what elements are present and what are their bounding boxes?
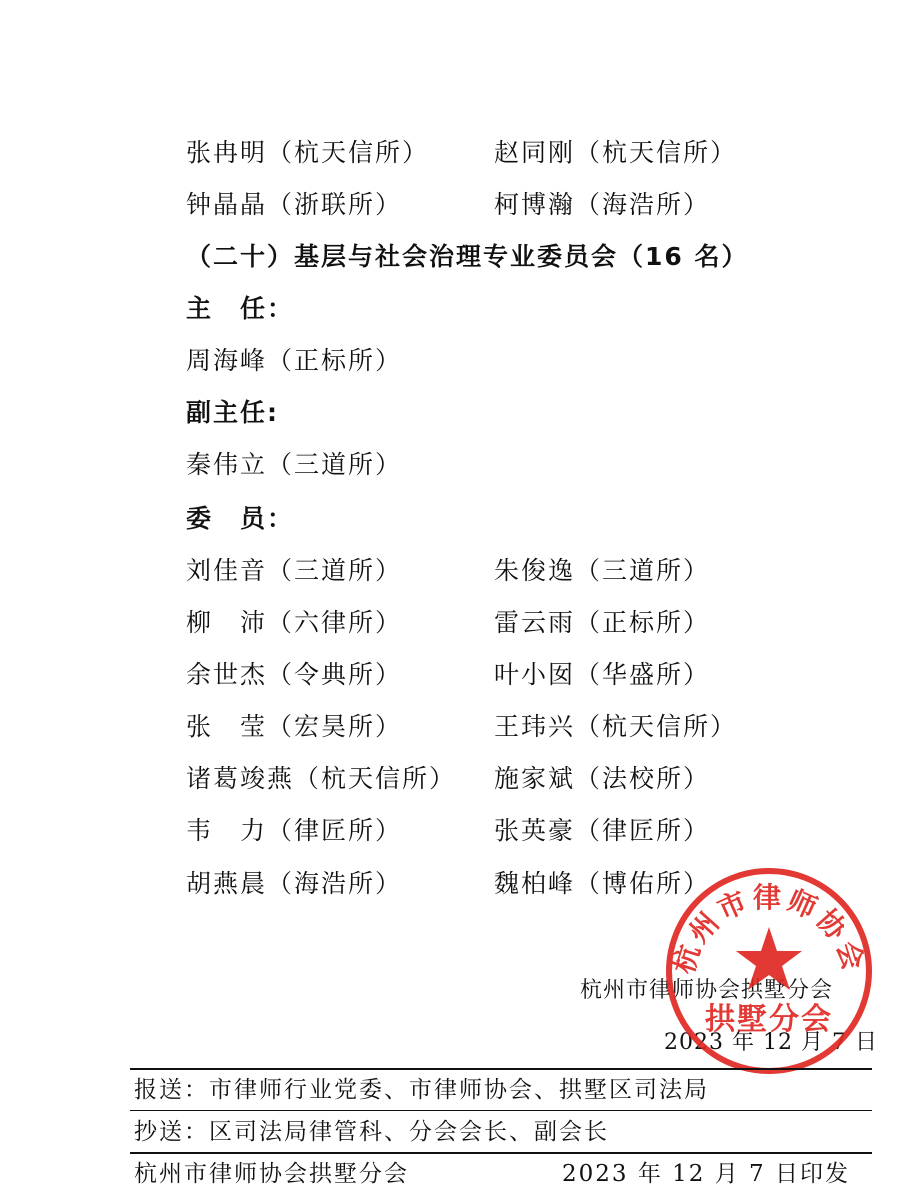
footer-top-rule <box>130 1068 872 1070</box>
report-to-line: 报送：市律师行业党委、市律师协会、拱墅区司法局 <box>134 1077 709 1103</box>
seal-top-text: 杭州市律师协会 <box>666 880 872 978</box>
member-name-left: 张冉明（杭天信所） <box>186 138 430 167</box>
member-name-right: 朱俊逸（三道所） <box>494 556 711 585</box>
director-label: 主 任： <box>186 294 295 323</box>
seal-star-icon <box>736 927 802 990</box>
footer-issue-rule <box>130 1152 872 1154</box>
deputy-name: 秦伟立（三道所） <box>186 450 403 479</box>
signature-org: 杭州市律师协会拱墅分会 <box>580 978 834 1003</box>
seal-bottom-text: 拱墅分会 <box>705 1002 833 1037</box>
member-name-left: 钟晶晶（浙联所） <box>186 190 403 219</box>
footer-mid-rule <box>130 1110 872 1111</box>
member-name-left: 余世杰（令典所） <box>186 660 403 689</box>
issuer-name: 杭州市律师协会拱墅分会 <box>134 1161 409 1187</box>
member-name-right: 王玮兴（杭天信所） <box>494 712 738 741</box>
director-name: 周海峰（正标所） <box>186 346 403 375</box>
member-name-right: 柯博瀚（海浩所） <box>494 190 711 219</box>
member-name-left: 柳 沛（六律所） <box>186 608 403 637</box>
member-name-right: 雷云雨（正标所） <box>494 608 711 637</box>
member-name-left: 诸葛竣燕（杭天信所） <box>186 764 457 793</box>
member-name-left: 张 莹（宏昊所） <box>186 712 403 741</box>
member-name-left: 韦 力（律匠所） <box>186 816 403 845</box>
official-seal <box>663 865 875 1077</box>
signature-date: 2023 年 12 月 7 日 <box>664 1030 878 1055</box>
member-name-right: 赵同刚（杭天信所） <box>494 138 738 167</box>
deputy-label: 副主任: <box>186 398 279 427</box>
issue-date: 2023 年 12 月 7 日印发 <box>562 1161 850 1187</box>
section-heading: （二十）基层与社会治理专业委员会（16 名） <box>186 242 749 271</box>
member-name-right: 魏柏峰（博佑所） <box>494 869 711 898</box>
member-name-left: 胡燕晨（海浩所） <box>186 869 403 898</box>
member-name-right: 施家斌（法校所） <box>494 764 711 793</box>
copy-to-line: 抄送：区司法局律管科、分会会长、副会长 <box>134 1119 609 1145</box>
member-name-left: 刘佳音（三道所） <box>186 556 403 585</box>
member-name-right: 叶小囡（华盛所） <box>494 660 711 689</box>
member-name-right: 张英豪（律匠所） <box>494 816 711 845</box>
members-label: 委 员： <box>186 504 295 533</box>
